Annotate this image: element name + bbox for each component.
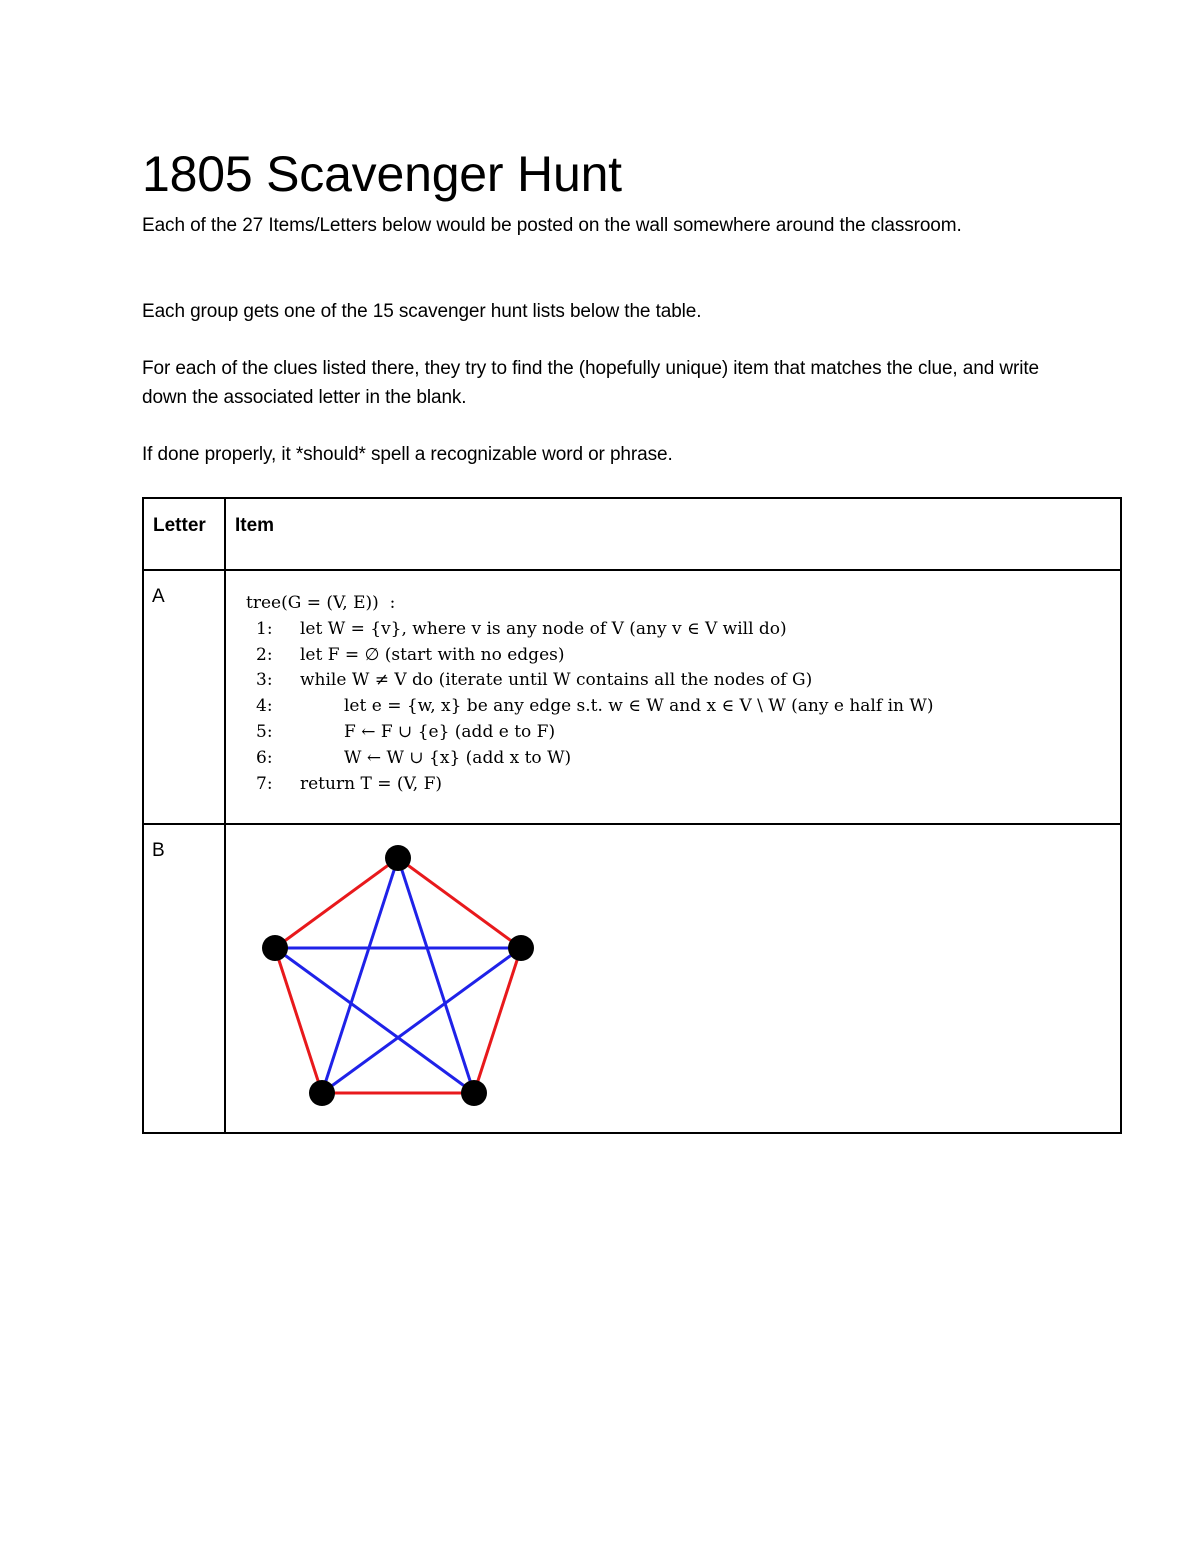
line-text: let F = ∅ (start with no edges): [300, 644, 565, 665]
table-row: [143, 570, 1121, 824]
intro-paragraph-1: Each of the 27 Items/Letters below would be posted on the wall somewhere around the classroom.: [142, 215, 962, 236]
line-text: let e = {w, x} be any edge s.t. w ∈ W and x ∈ V \ W (any e half in W): [344, 696, 934, 717]
line-number: 7:: [256, 773, 273, 794]
line-number: 4:: [256, 696, 273, 717]
algorithm-line: [246, 746, 1120, 772]
line-text: let W = {v}, where v is any node of V (any v ∈ V will do): [300, 618, 787, 639]
item-cell: [225, 570, 1121, 824]
page-title: 1805 Scavenger Hunt: [142, 146, 622, 202]
inner-edge: [322, 948, 521, 1093]
outer-edge: [398, 858, 521, 948]
line-text: F ← F ∪ {e} (add e to F): [344, 721, 556, 742]
header-item-cell: [225, 498, 1121, 570]
line-text: while W ≠ V do (iterate until W contains all the nodes of G): [300, 670, 813, 691]
algorithm-line: [246, 694, 1120, 720]
algorithm-header: tree(G = (V, E)) :: [246, 593, 396, 613]
row-letter: B: [152, 840, 165, 861]
row-letter: A: [152, 586, 165, 607]
header-item: Item: [235, 515, 275, 536]
table-row: [143, 824, 1121, 1133]
algorithm-line: [246, 668, 1120, 694]
item-cell: [225, 824, 1121, 1133]
line-number: 2:: [256, 644, 273, 665]
algorithm-line: [246, 617, 1120, 643]
line-text: W ← W ∪ {x} (add x to W): [344, 747, 572, 768]
letter-cell: [143, 570, 225, 824]
graph-node: [508, 935, 534, 961]
intro-paragraph-4: If done properly, it *should* spell a recognizable word or phrase.: [142, 444, 673, 465]
letter-cell: [143, 824, 225, 1133]
line-number: 6:: [256, 747, 273, 768]
graph-node: [461, 1080, 487, 1106]
outer-edge: [474, 948, 521, 1093]
line-number: 3:: [256, 670, 273, 691]
graph-node: [309, 1080, 335, 1106]
line-number: 5:: [256, 721, 273, 742]
inner-edge: [322, 858, 398, 1093]
line-text: return T = (V, F): [300, 773, 443, 794]
outer-edge: [275, 858, 398, 948]
line-number: 1:: [256, 618, 273, 639]
algorithm-line: [246, 643, 1120, 669]
header-letter: Letter: [153, 515, 206, 536]
intro-paragraph-3: For each of the clues listed there, they try to find the (hopefully unique) item that matches the clue, and write down the associated letter in the blank.: [142, 358, 1039, 408]
algorithm-line: [246, 772, 1120, 798]
header-letter-cell: [143, 498, 225, 570]
graph-node: [385, 845, 411, 871]
intro-paragraph-2: Each group gets one of the 15 scavenger hunt lists below the table.: [142, 301, 702, 322]
items-table: [142, 497, 1122, 1134]
graph-node: [262, 935, 288, 961]
algorithm-lines: [246, 617, 1120, 798]
inner-edge: [398, 858, 474, 1093]
outer-edge: [275, 948, 322, 1093]
inner-edge: [275, 948, 474, 1093]
tree-algorithm: [246, 591, 1120, 797]
algorithm-line: [246, 720, 1120, 746]
table-header-row: [143, 498, 1121, 570]
complete-graph-k5-figure: [256, 837, 556, 1107]
